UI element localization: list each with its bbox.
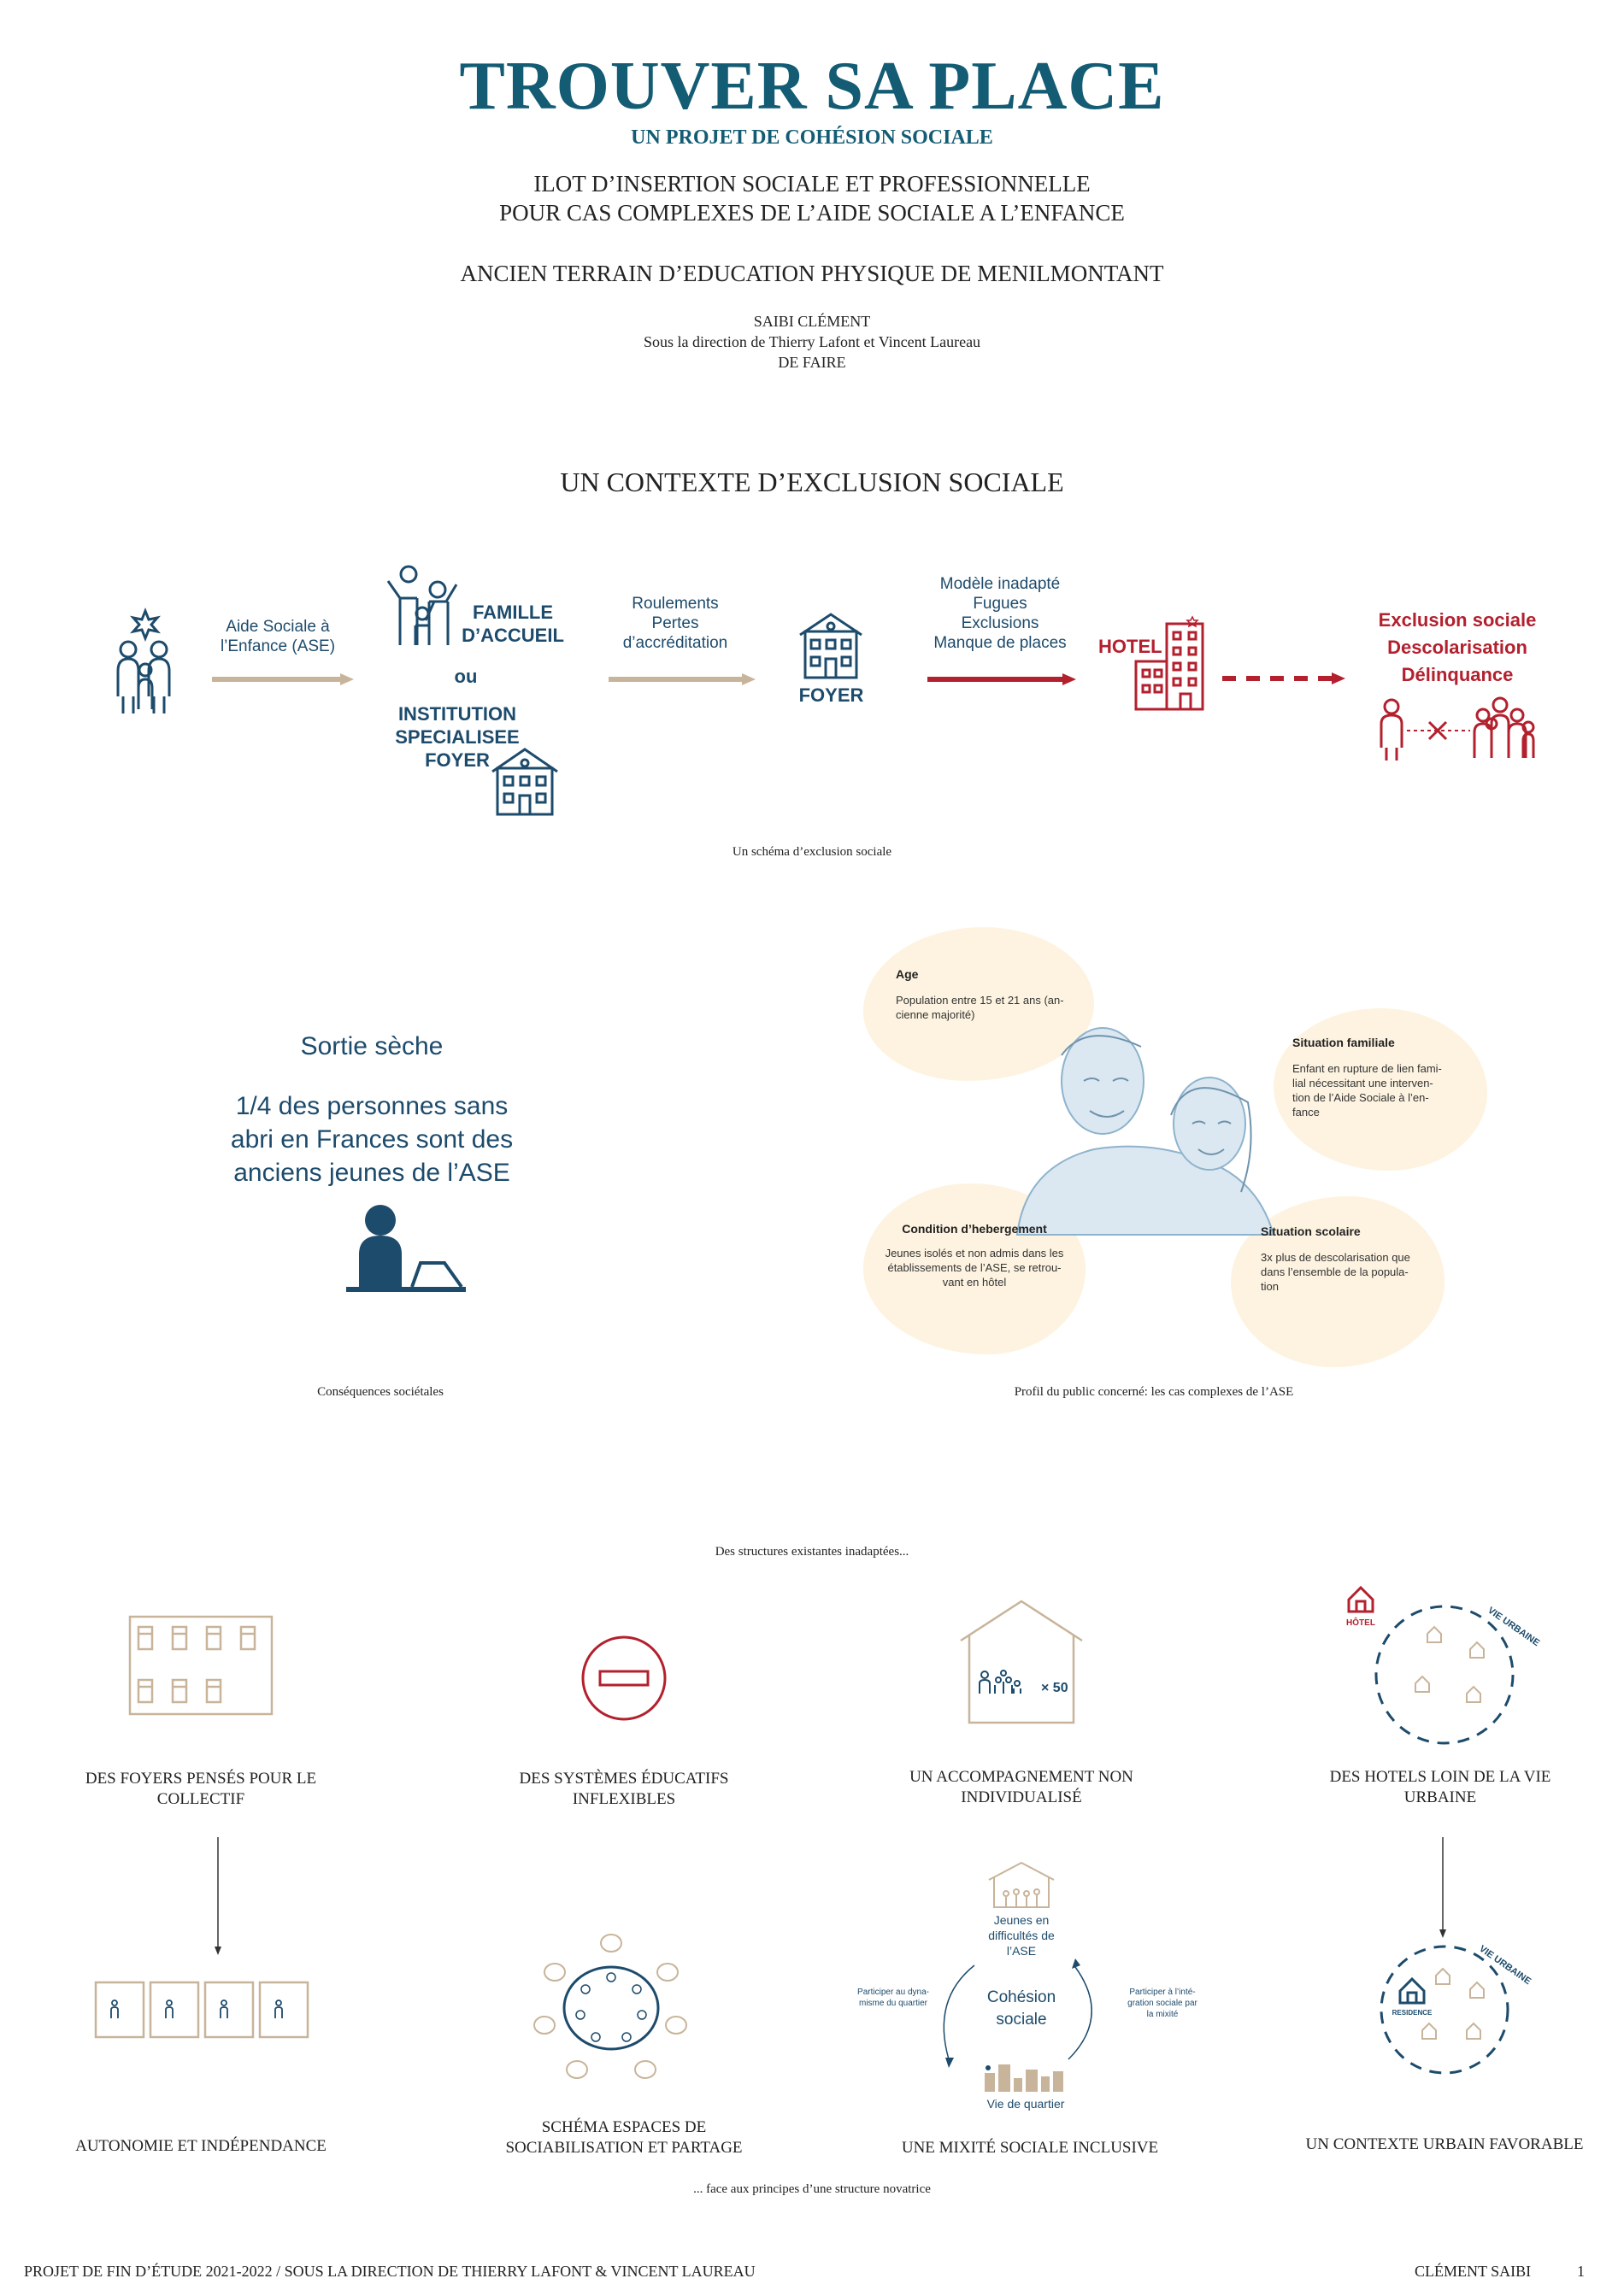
hotel-icon <box>1133 615 1209 713</box>
modele-line: Manque de places <box>933 634 1067 652</box>
problem-label-1 <box>60 1769 342 1810</box>
age-desc <box>896 993 1084 1022</box>
house-group-icon <box>957 1598 1086 1726</box>
sortie-seche-heading: Sortie sèche <box>300 1032 444 1060</box>
arrow-2 <box>609 671 762 688</box>
solution-label-3 <box>889 2138 1171 2158</box>
famille-line: FAMILLE <box>472 602 554 623</box>
aide-label <box>205 617 350 656</box>
solution-label-line: UNE MIXITÉ SOCIALE INCLUSIVE <box>901 2139 1159 2157</box>
problem-label-line: COLLECTIF <box>156 1790 245 1808</box>
solution-label-line: UN CONTEXTE URBAIN FAVORABLE <box>1305 2135 1584 2153</box>
hotel-label: HOTEL <box>1098 636 1162 657</box>
familiale-title: Situation familiale <box>1292 1036 1395 1049</box>
consequences-caption: Conséquences sociétales <box>317 1385 444 1399</box>
problem-label-line: DES HOTELS LOIN DE LA VIE <box>1329 1768 1551 1786</box>
participer-line: la mixité <box>1146 2010 1179 2019</box>
familiale-desc-line: fance <box>1292 1106 1320 1119</box>
problem-label-line: INFLEXIBLES <box>572 1790 676 1808</box>
project-line-1: ILOT D’INSERTION SOCIALE ET PROFESSIONNELLE <box>533 171 1091 197</box>
project-site: ANCIEN TERRAIN D’EDUCATION PHYSIQUE DE MENILMONTANT <box>460 261 1164 286</box>
footer-page-number: 1 <box>1577 2263 1585 2280</box>
problem-label-line: DES FOYERS PENSÉS POUR LE <box>85 1770 317 1788</box>
famille-line: D’ACCUEIL <box>462 625 564 646</box>
sociability-table-icon <box>526 1929 697 2083</box>
participer-line: misme du quartier <box>858 1999 928 2008</box>
foyer-building-icon <box>797 611 865 681</box>
jeunes-line: l’ASE <box>1006 1944 1037 1958</box>
scolaire-text <box>1261 1224 1440 1294</box>
problem-label-line: DES SYSTÈMES ÉDUCATIFS <box>519 1770 729 1788</box>
residence-label: RESIDENCE <box>1392 2009 1433 2017</box>
problem-label-line: UN ACCOMPAGNEMENT NON <box>909 1768 1133 1786</box>
arrow-1 <box>212 671 357 688</box>
favourable-urban-icon <box>1350 1931 1539 2076</box>
participer-line: gration sociale par <box>1127 1999 1197 2008</box>
family-icon <box>111 607 179 718</box>
scolaire-title: Situation scolaire <box>1261 1224 1361 1238</box>
homeless-person-icon <box>342 1203 470 1293</box>
problem-label-line: INDIVIDUALISÉ <box>961 1788 1082 1806</box>
hebergement-desc <box>872 1246 1077 1289</box>
isolation-icon <box>1376 696 1547 765</box>
dashed-arrow <box>1222 670 1350 687</box>
roulements-line: Roulements <box>632 595 719 613</box>
stat-line: abri en Frances sont des <box>230 1125 514 1154</box>
modele-line: Fugues <box>973 595 1027 613</box>
outcomes-label <box>1346 607 1568 689</box>
hebergement-desc-line: établissements de l’ASE, se retrou- <box>887 1261 1062 1274</box>
jeunes-line: difficultés de <box>988 1929 1055 1942</box>
modele-line: Modèle inadapté <box>939 575 1061 593</box>
cohesion-center-label <box>966 1987 1077 2031</box>
aide-label-line: Aide Sociale à <box>226 618 330 636</box>
foster-family-icon <box>385 564 462 649</box>
page-subtitle: UN PROJET DE COHÉSION SOCIALE <box>631 126 993 149</box>
author-name: SAIBI CLÉMENT <box>753 313 871 330</box>
footer-project-info: PROJET DE FIN D’ÉTUDE 2021-2022 / SOUS LA DIRECTION DE THIERRY LAFONT & VINCENT LAUREAU <box>24 2263 756 2280</box>
scolaire-desc-line: tion <box>1261 1280 1279 1293</box>
hebergement-desc-line: vant en hôtel <box>942 1276 1007 1289</box>
scolaire-desc-line: dans l’ensemble de la popula- <box>1261 1265 1409 1278</box>
structures-intro: Des structures existantes inadaptées... <box>715 1545 909 1559</box>
ou-label: ou <box>454 666 478 687</box>
roulements-line: d’accréditation <box>622 634 728 652</box>
housing-icon <box>987 1861 1056 1909</box>
participer-line: Participer à l’inté- <box>1129 1988 1196 1997</box>
connector-arrow-4 <box>1439 1837 1447 1940</box>
aide-label-line: l’Enfance (ASE) <box>220 637 336 655</box>
hebergement-desc-line: Jeunes isolés et non admis dans les <box>885 1247 1064 1260</box>
count-label: × 50 <box>1041 1681 1068 1695</box>
institution-line: SPECIALISEE <box>395 726 520 748</box>
section-title: UN CONTEXTE D’EXCLUSION SOCIALE <box>560 467 1064 497</box>
project-line-2: POUR CAS COMPLEXES DE L’AIDE SOCIALE A L’ENFANCE <box>499 200 1125 226</box>
hotel-small-label: HÔTEL <box>1346 1618 1375 1628</box>
familiale-desc <box>1292 1061 1472 1119</box>
roulements-line: Pertes <box>651 614 699 632</box>
connector-arrow-1 <box>214 1837 222 1957</box>
familiale-text <box>1292 1036 1472 1119</box>
foyer-label: FOYER <box>798 684 864 706</box>
diagram-caption: Un schéma d’exclusion sociale <box>732 845 892 859</box>
familiale-desc-line: lial nécessitant une interven- <box>1292 1077 1433 1089</box>
solution-label-2 <box>487 2117 761 2158</box>
problem-label-3 <box>889 1767 1154 1808</box>
institution-line: INSTITUTION <box>397 703 517 725</box>
exclusion-diagram <box>0 0 1624 872</box>
age-desc-line: Population entre 15 et 21 ans (an- <box>896 994 1064 1007</box>
participer-quartier-label <box>842 1987 944 2009</box>
scolaire-desc-line: 3x plus de descolarisation que <box>1261 1251 1410 1264</box>
homeless-stat <box>171 1089 573 1189</box>
solution-label-4 <box>1299 2135 1590 2155</box>
modele-line: Exclusions <box>961 614 1039 632</box>
solution-label-line: AUTONOMIE ET INDÉPENDANCE <box>75 2137 327 2155</box>
familiale-desc-line: Enfant en rupture de lien fami- <box>1292 1062 1442 1075</box>
participer-mixite-label <box>1115 1987 1209 2020</box>
collective-foyer-icon <box>128 1615 274 1718</box>
vie-urbaine-label: VIE URBAINE <box>1477 1943 1533 1988</box>
institution-building-icon <box>489 746 561 818</box>
age-desc-line: cienne majorité) <box>896 1008 975 1021</box>
structures-outro: ... face aux principes d’une structure novatrice <box>693 2182 931 2196</box>
profile-caption: Profil du public concerné: les cas complexes de l’ASE <box>1014 1385 1294 1399</box>
no-entry-icon <box>580 1634 668 1723</box>
stat-line: 1/4 des personnes sans <box>235 1092 509 1120</box>
age-title: Age <box>896 967 919 981</box>
scolaire-desc <box>1261 1250 1440 1294</box>
institution-line: FOYER <box>425 749 490 771</box>
problem-label-line: URBAINE <box>1403 1788 1477 1806</box>
hebergement-title: Condition d’hebergement <box>902 1222 1047 1236</box>
vie-urbaine-label: VIE URBAINE <box>1486 1605 1542 1649</box>
arrow-3 <box>927 671 1081 688</box>
hebergement-text <box>872 1222 1077 1289</box>
footer-author: CLÉMENT SAIBI <box>1415 2263 1532 2280</box>
individual-rooms-icon <box>94 1981 316 2041</box>
participer-line: Participer au dyna- <box>857 1988 929 1997</box>
cohesion-line: Cohésion <box>986 1988 1056 2006</box>
solution-label-line: SCHÉMA ESPACES DE <box>541 2118 707 2136</box>
page-title: TROUVER SA PLACE <box>459 49 1165 124</box>
young-couple-illustration <box>1000 1021 1291 1235</box>
cohesion-line: sociale <box>996 2011 1047 2029</box>
outcome-line: Délinquance <box>1401 664 1514 685</box>
familiale-desc-line: tion de l’Aide Sociale à l’en- <box>1292 1091 1429 1104</box>
stat-line: anciens jeunes de l’ASE <box>233 1159 510 1187</box>
vie-quartier-label: Vie de quartier <box>986 2097 1065 2111</box>
jeunes-line: Jeunes en <box>993 1913 1050 1927</box>
neighbourhood-buildings-icon <box>981 2059 1067 2093</box>
problem-label-2 <box>491 1769 756 1810</box>
age-text <box>896 967 1084 1022</box>
school-credit: DE FAIRE <box>778 354 846 371</box>
distant-hotel-icon <box>1342 1581 1542 1743</box>
solution-label-1 <box>60 2136 342 2157</box>
outcome-line: Exclusion sociale <box>1378 609 1537 631</box>
problem-label-4 <box>1308 1767 1573 1808</box>
outcome-line: Descolarisation <box>1387 637 1527 658</box>
solution-label-line: SOCIABILISATION ET PARTAGE <box>505 2139 743 2157</box>
modele-label <box>923 574 1077 653</box>
direction-credit: Sous la direction de Thierry Lafont et Vincent Laureau <box>643 333 981 350</box>
roulements-label <box>598 594 752 653</box>
famille-label <box>462 601 564 647</box>
